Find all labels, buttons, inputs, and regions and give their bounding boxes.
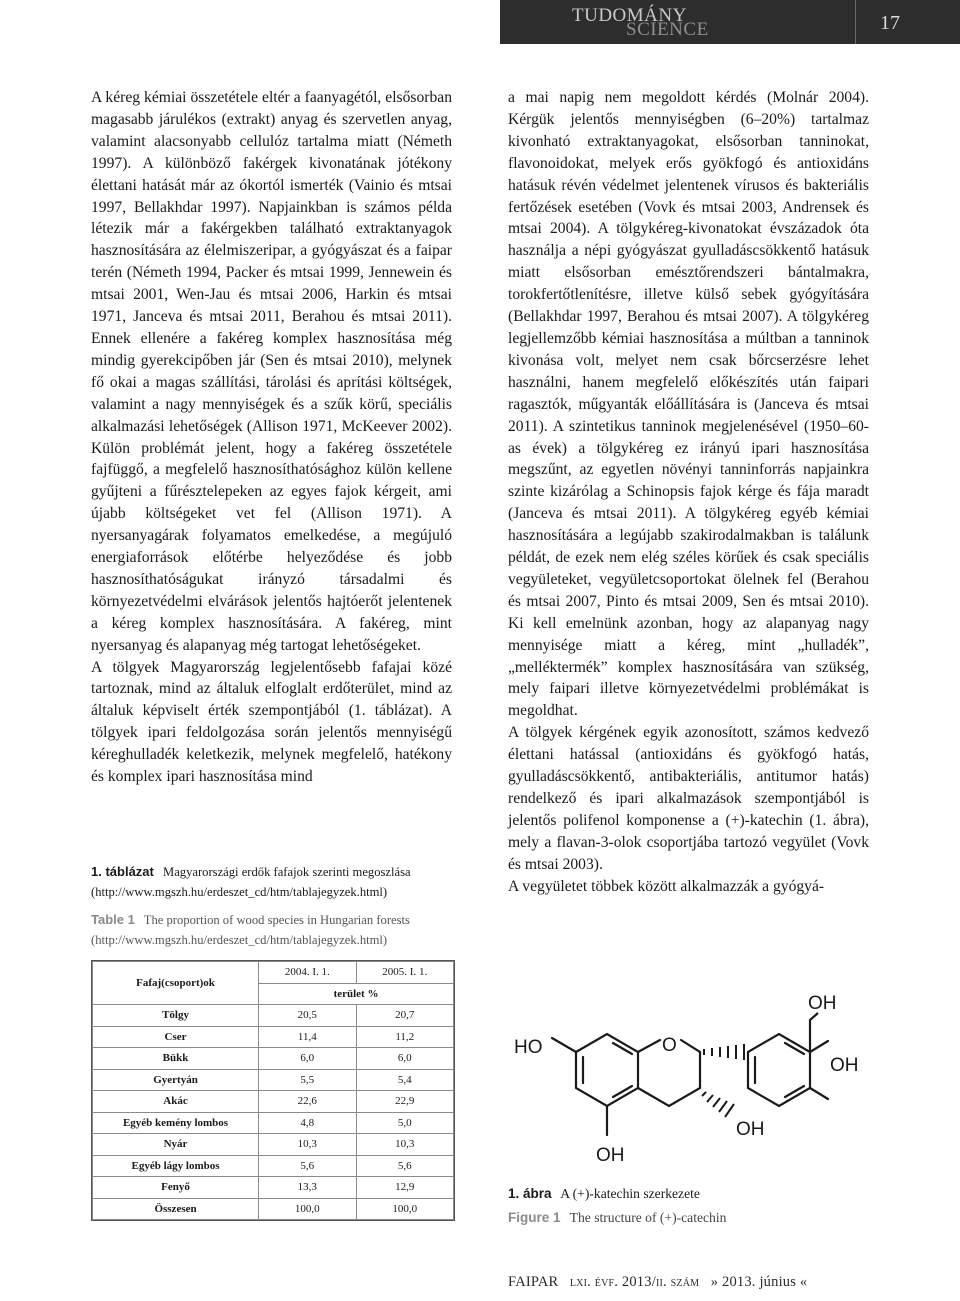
table-row bbox=[93, 1048, 454, 1070]
figure-label-hu: 1. ábra bbox=[508, 1186, 552, 1201]
label-ho-left: HO bbox=[514, 1037, 543, 1058]
table-caption-text-hu: Magyarországi erdők fafajok szerinti megoszlása (http://www.mgszh.hu/erdeszet_cd/htm/tablajegyzek.html) bbox=[91, 865, 411, 899]
hashed-wedge-bond bbox=[704, 1044, 744, 1060]
label-oh-mid: OH bbox=[736, 1119, 765, 1140]
table-row bbox=[93, 1026, 454, 1048]
cell-species: Egyéb lágy lombos bbox=[93, 1155, 259, 1177]
species-table-grid bbox=[92, 961, 454, 1220]
right-column bbox=[508, 87, 869, 898]
table-row bbox=[93, 1198, 454, 1220]
table-caption-hu bbox=[91, 862, 461, 902]
figure-caption-text-hu: A (+)-katechin szerkezete bbox=[560, 1186, 700, 1201]
table-row bbox=[93, 1177, 454, 1199]
cell-species: Egyéb kemény lombos bbox=[93, 1112, 259, 1134]
header-divider bbox=[855, 0, 856, 44]
cell-2004: 100,0 bbox=[259, 1198, 356, 1220]
cell-species: Fenyő bbox=[93, 1177, 259, 1199]
figure-label-en: Figure 1 bbox=[508, 1210, 561, 1225]
footer-date: » 2013. június « bbox=[710, 1274, 808, 1290]
figure-caption-hu bbox=[508, 1184, 868, 1204]
cell-2005: 6,0 bbox=[356, 1048, 453, 1070]
section-title-hu: TUDOMÁNY bbox=[572, 5, 687, 26]
col-header-species: Fafaj(csoport)ok bbox=[93, 962, 259, 1005]
table-row bbox=[93, 1069, 454, 1091]
left-column bbox=[91, 87, 452, 788]
table-caption-en bbox=[91, 910, 461, 950]
table-row bbox=[93, 1112, 454, 1134]
table-caption-text-en: The proportion of wood species in Hungarian forests (http://www.mgszh.hu/erdeszet_cd/htm/tablajegyzek.html) bbox=[91, 913, 410, 947]
body-paragraph: A vegyületet többek között alkalmazzák a gyógyá- bbox=[508, 877, 825, 895]
cell-species: Gyertyán bbox=[93, 1069, 259, 1091]
col-header-year: 2005. I. 1. bbox=[356, 962, 453, 984]
table-row bbox=[93, 1155, 454, 1177]
page-footer bbox=[508, 1274, 807, 1291]
cell-2005: 10,3 bbox=[356, 1134, 453, 1156]
cell-2005: 5,6 bbox=[356, 1155, 453, 1177]
cell-2004: 4,8 bbox=[259, 1112, 356, 1134]
cell-2004: 5,6 bbox=[259, 1155, 356, 1177]
bond-oh-right-upper bbox=[810, 1041, 828, 1052]
cell-2004: 13,3 bbox=[259, 1177, 356, 1199]
figure-caption-text-en: The structure of (+)-catechin bbox=[569, 1210, 727, 1225]
cell-species: Cser bbox=[93, 1026, 259, 1048]
label-ring-o: O bbox=[662, 1035, 677, 1056]
col-header-year: 2004. I. 1. bbox=[259, 962, 356, 984]
catechin-structure-figure bbox=[500, 975, 860, 1175]
bond-ho-left bbox=[552, 1038, 576, 1052]
bond-lines-ring-a-double bbox=[583, 1043, 632, 1097]
footer-journal: FAIPAR bbox=[508, 1274, 559, 1290]
table-row bbox=[93, 1091, 454, 1113]
cell-2004: 5,5 bbox=[259, 1069, 356, 1091]
table-row bbox=[93, 1005, 454, 1027]
page-number: 17 bbox=[880, 12, 900, 34]
cell-species: Összesen bbox=[93, 1198, 259, 1220]
label-oh-top-right: OH bbox=[808, 993, 837, 1014]
bond-lines-ring-a bbox=[576, 1034, 638, 1106]
cell-2005: 5,0 bbox=[356, 1112, 453, 1134]
body-paragraph: A kéreg kémiai összetétele eltér a faanyagétól, elsősorban magasabb járulékos (extrakt) anyag és szervetlen anyag, valamint alacsonyabb cellulóz tartalma miatt (Németh 1997). A különböző fakérgek kivonatának jótékony élettani hatását már az ókortól ismerték (Vainio és mtsai 1997, Bellakhdar 1997). Napjainkban is számos példa létezik már a fakérgekben található extraktanyagok hasznosítására az élelmiszeripar, a gyógyászat és a faipar terén (Németh 1994, Packer és mtsai 1999, Jennewein és mtsai 2001, Wen-Jau és mtsai 2006, Harkin és mtsai 1971, Janceva és mtsai 2011, Berahou és mtsai 2011). Ennek ellenére a fakéreg komplex hasznosítása még mindig gyerekcipőben jár (Sen és mtsai 2010), melynek fő okai a magas szállítási, tárolási és aprítási költségek, valamint a nagy mennyiségek és a szűk körű, speciális alkalmazási lehetőségek (Allison 1971, McKeever 2002). Külön problémát jelent, hogy a fakéreg összetétele fajfüggő, a megfelelő hasznosíthatósághoz külön kellene gyűjteni a fűrésztelepeken az egyes fajok kérgeit, ami újabb költségeket vet fel (Allison 1971). A nyersanyagárak folyamatos emelkedése, a megújuló energiaforrások előtérbe helyeződése és jobb hasznosíthatóságukat irányzó társadalmi és környezetvédelmi elvárások jelentős hajtóerőt jelentenek a kéreg komplex hasznosítására. A fakéreg, mint nyersanyag és alapanyag még tartogat lehetőségeket. bbox=[91, 89, 452, 654]
cell-2005: 5,4 bbox=[356, 1069, 453, 1091]
bond-oh-right-lower bbox=[810, 1088, 828, 1099]
bond-lines-ring-b bbox=[748, 1034, 810, 1106]
bond-oh-top bbox=[810, 1013, 818, 1052]
body-paragraph: A tölgyek Magyarország legjelentősebb fafajai közé tartoznak, mind az általuk elfoglalt erdőterület, mind az általuk képviselt érték szempontjából (1. táblázat). A tölgyek ipari feldolgozása során jelentős mennyiségű kéreghulladék keletkezik, melynek megfelelő, hatékony és komplex ipari hasznosítása mind bbox=[91, 658, 452, 786]
cell-2004: 22,6 bbox=[259, 1091, 356, 1113]
footer-volume: lxi. évf. 2013/ii. szám bbox=[569, 1274, 700, 1290]
label-oh-bottom: OH bbox=[596, 1145, 625, 1166]
table-body bbox=[93, 1005, 454, 1220]
cell-2005: 20,7 bbox=[356, 1005, 453, 1027]
hashed-wedge-bond-oh bbox=[702, 1092, 734, 1117]
cell-2004: 11,4 bbox=[259, 1026, 356, 1048]
label-oh-right: OH bbox=[830, 1055, 859, 1076]
cell-2004: 6,0 bbox=[259, 1048, 356, 1070]
figure-caption-en bbox=[508, 1208, 868, 1228]
cell-2005: 12,9 bbox=[356, 1177, 453, 1199]
cell-species: Bükk bbox=[93, 1048, 259, 1070]
section-title-en: SCIENCE bbox=[626, 19, 709, 40]
cell-2004: 10,3 bbox=[259, 1134, 356, 1156]
cell-2005: 100,0 bbox=[356, 1198, 453, 1220]
bond-lines-ring-b-double bbox=[755, 1043, 804, 1097]
body-paragraph: a mai napig nem megoldott kérdés (Molnár 2004). Kérgük jelentős mennyiségben (6–20%) tartalmaz kivonható extraktanyagokat, elsősorban tanninokat, flavonoidokat, melyek erős gyökfogó és antioxidáns hatásuk révén védelmet jelentenek vírusos és bakteriális fertőzések esetében (Vovk és mtsai 2003, Andrensek és mtsai 2004). A tölgykéreg-kivonatokat évszázadok óta használja a népi gyógyászat gyulladáscsökkentő hatásuk miatt elsősorban emésztőrendszeri bántalmakra, torokfertőtlenítésre, illetve külső sebek gyógyítására (Bellakhdar 1997, Berahou és mtsai 2007). A tölgykéreg legjellemzőbb kémiai hasznosítása a múltban a tanninok kivonása volt, melyet nem csak bőrcserzésre lehet használni, hanem megfelelő előkészítés után faipari ragasztók, műgyanták előállítására is (Janceva és mtsai 2011). A szintetikus tanninok megjelenésével (1950–60-as évek) a tölgykéreg ez irányú ipari hasznosítása megszűnt, az egyetlen növényi tanninforrás napjainkra szinte kizárólag a Schinopsis fajok kérge és fája maradt (Janceva és mtsai 2011). A tölgykéreg egyéb kémiai hasznosítására a legújabb szakirodalmakban is találunk példát, de ezek nem elég széles körűek és csak speciális vegyületeket, vegyületcsoportokat ölelnek fel (Berahou és mtsai 2007, Pinto és mtsai 2009, Sen és mtsai 2010). Ki kell emelnünk azonban, hogy az alapanyag nagy mennyisége miatt a kéreg, mint „hulladék”, „melléktermék” komplex hasznosítására van szükség, mely faipari illetve környezetvédelmi problémákat is megoldhat. bbox=[508, 89, 869, 720]
cell-species: Nyár bbox=[93, 1134, 259, 1156]
cell-2004: 20,5 bbox=[259, 1005, 356, 1027]
col-header-unit: terület % bbox=[259, 983, 454, 1005]
table-row bbox=[93, 1134, 454, 1156]
table-label-hu: 1. táblázat bbox=[91, 864, 154, 879]
species-table bbox=[91, 960, 455, 1221]
cell-species: Akác bbox=[93, 1091, 259, 1113]
cell-species: Tölgy bbox=[93, 1005, 259, 1027]
table-label-en: Table 1 bbox=[91, 912, 135, 927]
cell-2005: 22,9 bbox=[356, 1091, 453, 1113]
body-paragraph: A tölgyek kérgének egyik azonosított, számos kedvező élettani hatással (antioxidáns és gyökfogó hatás, gyulladáscsökkentő, antibakteriális, antitumor hatás) rendelkező és ipari alkalmazások szempontjából is jelentős polifenol komponense a (+)-katechin (1. ábra), mely a flavan-3-olok csoportjába tartozó vegyület (Vovk és mtsai 2003). bbox=[508, 724, 869, 873]
cell-2005: 11,2 bbox=[356, 1026, 453, 1048]
